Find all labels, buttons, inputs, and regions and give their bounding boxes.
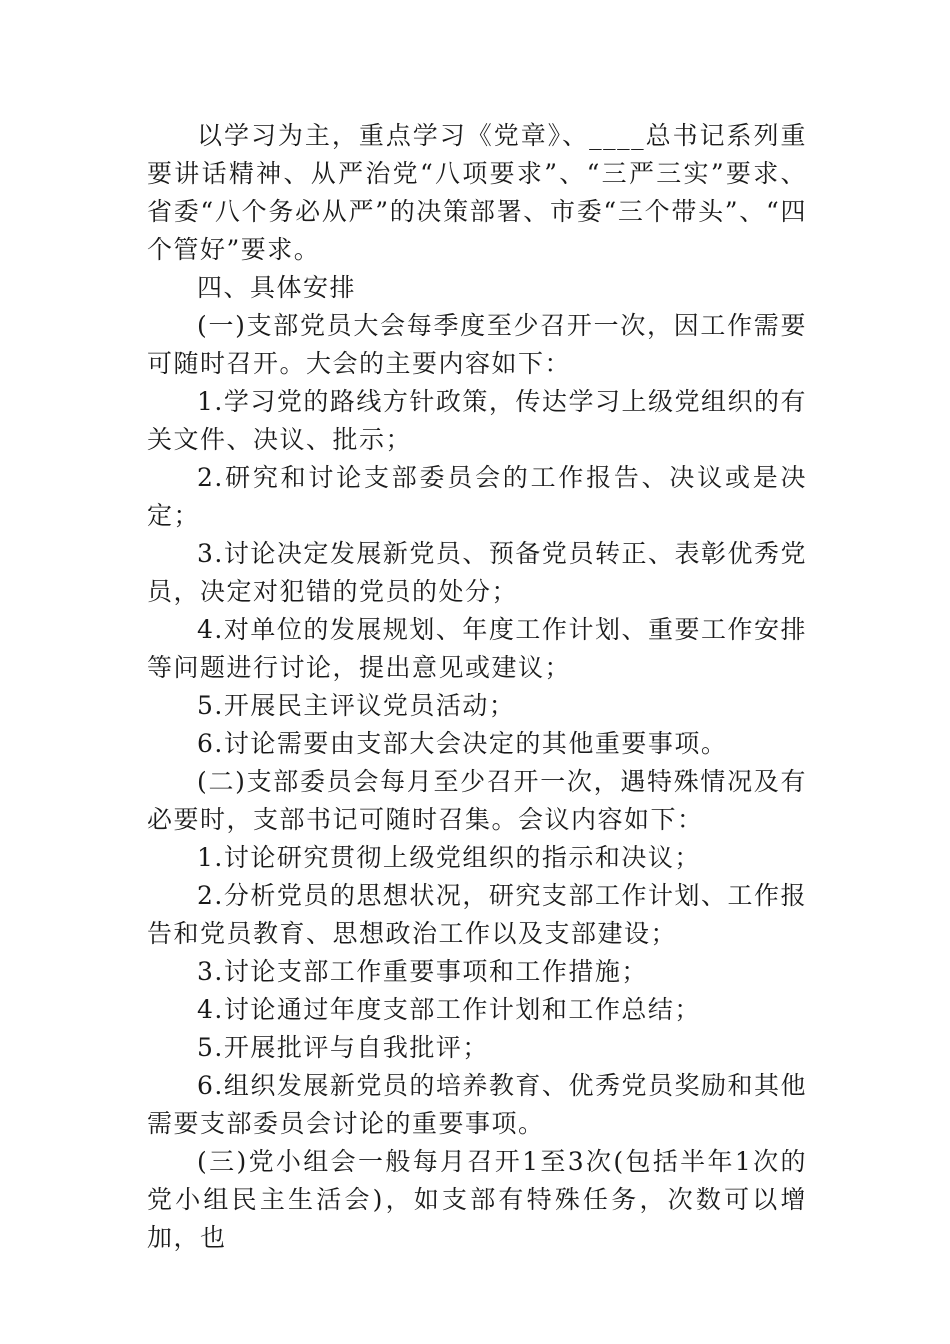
- list-item: 5.开展批评与自我批评；: [197, 1033, 489, 1062]
- list-item: 1.学习党的路线方针政策，传达学习上级党组织的有关文件、决议、批示；: [147, 387, 807, 454]
- list-item: 5.开展民主评议党员活动；: [197, 691, 516, 720]
- paragraph-study-focus: 以学习为主，重点学习《党章》、____总书记系列重要讲话精神、从严治党“八项要求”、“三严三实”要求、省委“八个务必从严”的决策部署、市委“三个带头”、“四个管好”要求。: [147, 121, 808, 264]
- list-item: 2.研究和讨论支部委员会的工作报告、决议或是决定；: [147, 463, 807, 530]
- paragraph-branch-general-meeting: (一)支部党员大会每季度至少召开一次，因工作需要可随时召开。大会的主要内容如下：: [147, 311, 807, 378]
- list-item: 4.讨论通过年度支部工作计划和工作总结；: [197, 995, 701, 1024]
- document-body: [147, 117, 807, 1257]
- section-heading-arrangement: 四、具体安排: [197, 273, 357, 302]
- list-item: 6.组织发展新党员的培养教育、优秀党员奖励和其他需要支部委员会讨论的重要事项。: [147, 1071, 807, 1138]
- list-item: 4.对单位的发展规划、年度工作计划、重要工作安排等问题进行讨论，提出意见或建议；: [147, 615, 807, 682]
- list-item: 3.讨论决定发展新党员、预备党员转正、表彰优秀党员，决定对犯错的党员的处分；: [147, 539, 807, 606]
- paragraph-branch-committee: (二)支部委员会每月至少召开一次，遇特殊情况及有必要时，支部书记可随时召集。会议内容如下：: [147, 767, 807, 834]
- list-item: 6.讨论需要由支部大会决定的其他重要事项。: [197, 729, 728, 758]
- list-item: 1.讨论研究贯彻上级党组织的指示和决议；: [197, 843, 701, 872]
- list-item: 3.讨论支部工作重要事项和工作措施；: [197, 957, 648, 986]
- paragraph-party-group-meeting: (三)党小组会一般每月召开1至3次(包括半年1次的党小组民主生活会)，如支部有特殊任务，次数可以增加，也: [147, 1147, 807, 1252]
- list-item: 2.分析党员的思想状况，研究支部工作计划、工作报告和党员教育、思想政治工作以及支部建设；: [147, 881, 807, 948]
